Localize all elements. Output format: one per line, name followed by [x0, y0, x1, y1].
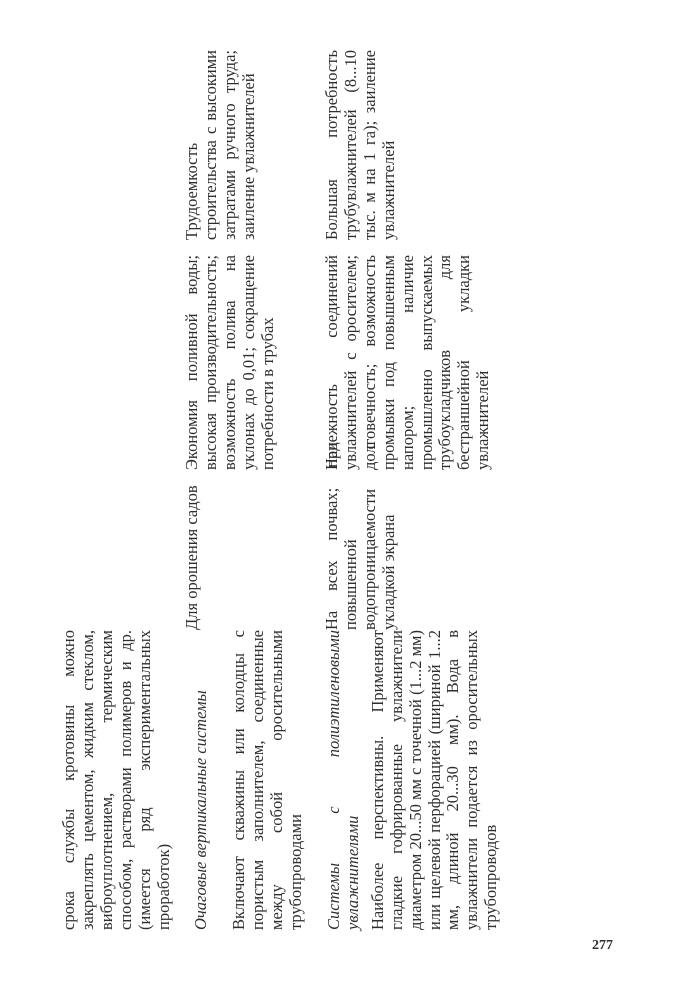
column-advantages-row2: [323, 255, 493, 470]
column-disadvantages-row2: [323, 50, 399, 240]
column-disadvantages: [183, 50, 259, 240]
column-description: [60, 630, 501, 930]
disadvantages-row-1: Трудоемкость строительства с высокими затратами ручного труда; заиление увлажнителей: [182, 50, 258, 240]
advantages-row-1: Экономия поливной воды; высокая производительность; возможность полива на уклонах до 0,01; сокращение потребности в трубах: [182, 255, 277, 470]
polyethylene-systems-description: Наиболее перспективны. Применяют гладкие гофрированные увлажнители диаметром 20...50 мм с точечной (1...2 мм) или щелевой перфорацией (шириной 1...2 мм, длиной 20...30 мм). Вода в увлажнители подается из оросительных трубопроводов: [367, 630, 501, 930]
disadvantages-row-2: Большая потребность трубувлажнителей (8...10 тыс. м на 1 га); заиление увлажнителей: [322, 50, 398, 240]
column-application-row2: [323, 442, 399, 630]
column-application: [183, 442, 202, 630]
column-advantages: [183, 255, 278, 470]
advantages-row-2: Надежность соединений увлажнителей с оросителем; долговечность; возможность промывки под повышенным напором; наличие промышленно выпускаемых трубоукладчиков для бестраншейной укладки увлажнителей: [322, 255, 493, 470]
focal-systems-description: Включают скважины или колодцы с пористым заполнителем, соединенные между собой оросительными трубопроводами: [229, 630, 306, 930]
page-number: 277: [592, 938, 613, 953]
application-row-1: Для орошения садов: [182, 485, 201, 630]
heading-polyethylene-systems: Системы с полиэтиленовыми увлажнителями: [323, 630, 362, 930]
application-row-2: На всех почвах; при повышенной водопроницаемости с укладкой экрана: [322, 442, 398, 630]
heading-focal-vertical-systems: Очаговые вертикальные системы: [191, 690, 211, 930]
continuation-text: срока службы кротовины можно закреплять цементом, жидким стеклом, виброуплотнением, термическим способом, растворами полимеров и др. (имеется ряд экспериментальных проработок): [59, 630, 173, 930]
